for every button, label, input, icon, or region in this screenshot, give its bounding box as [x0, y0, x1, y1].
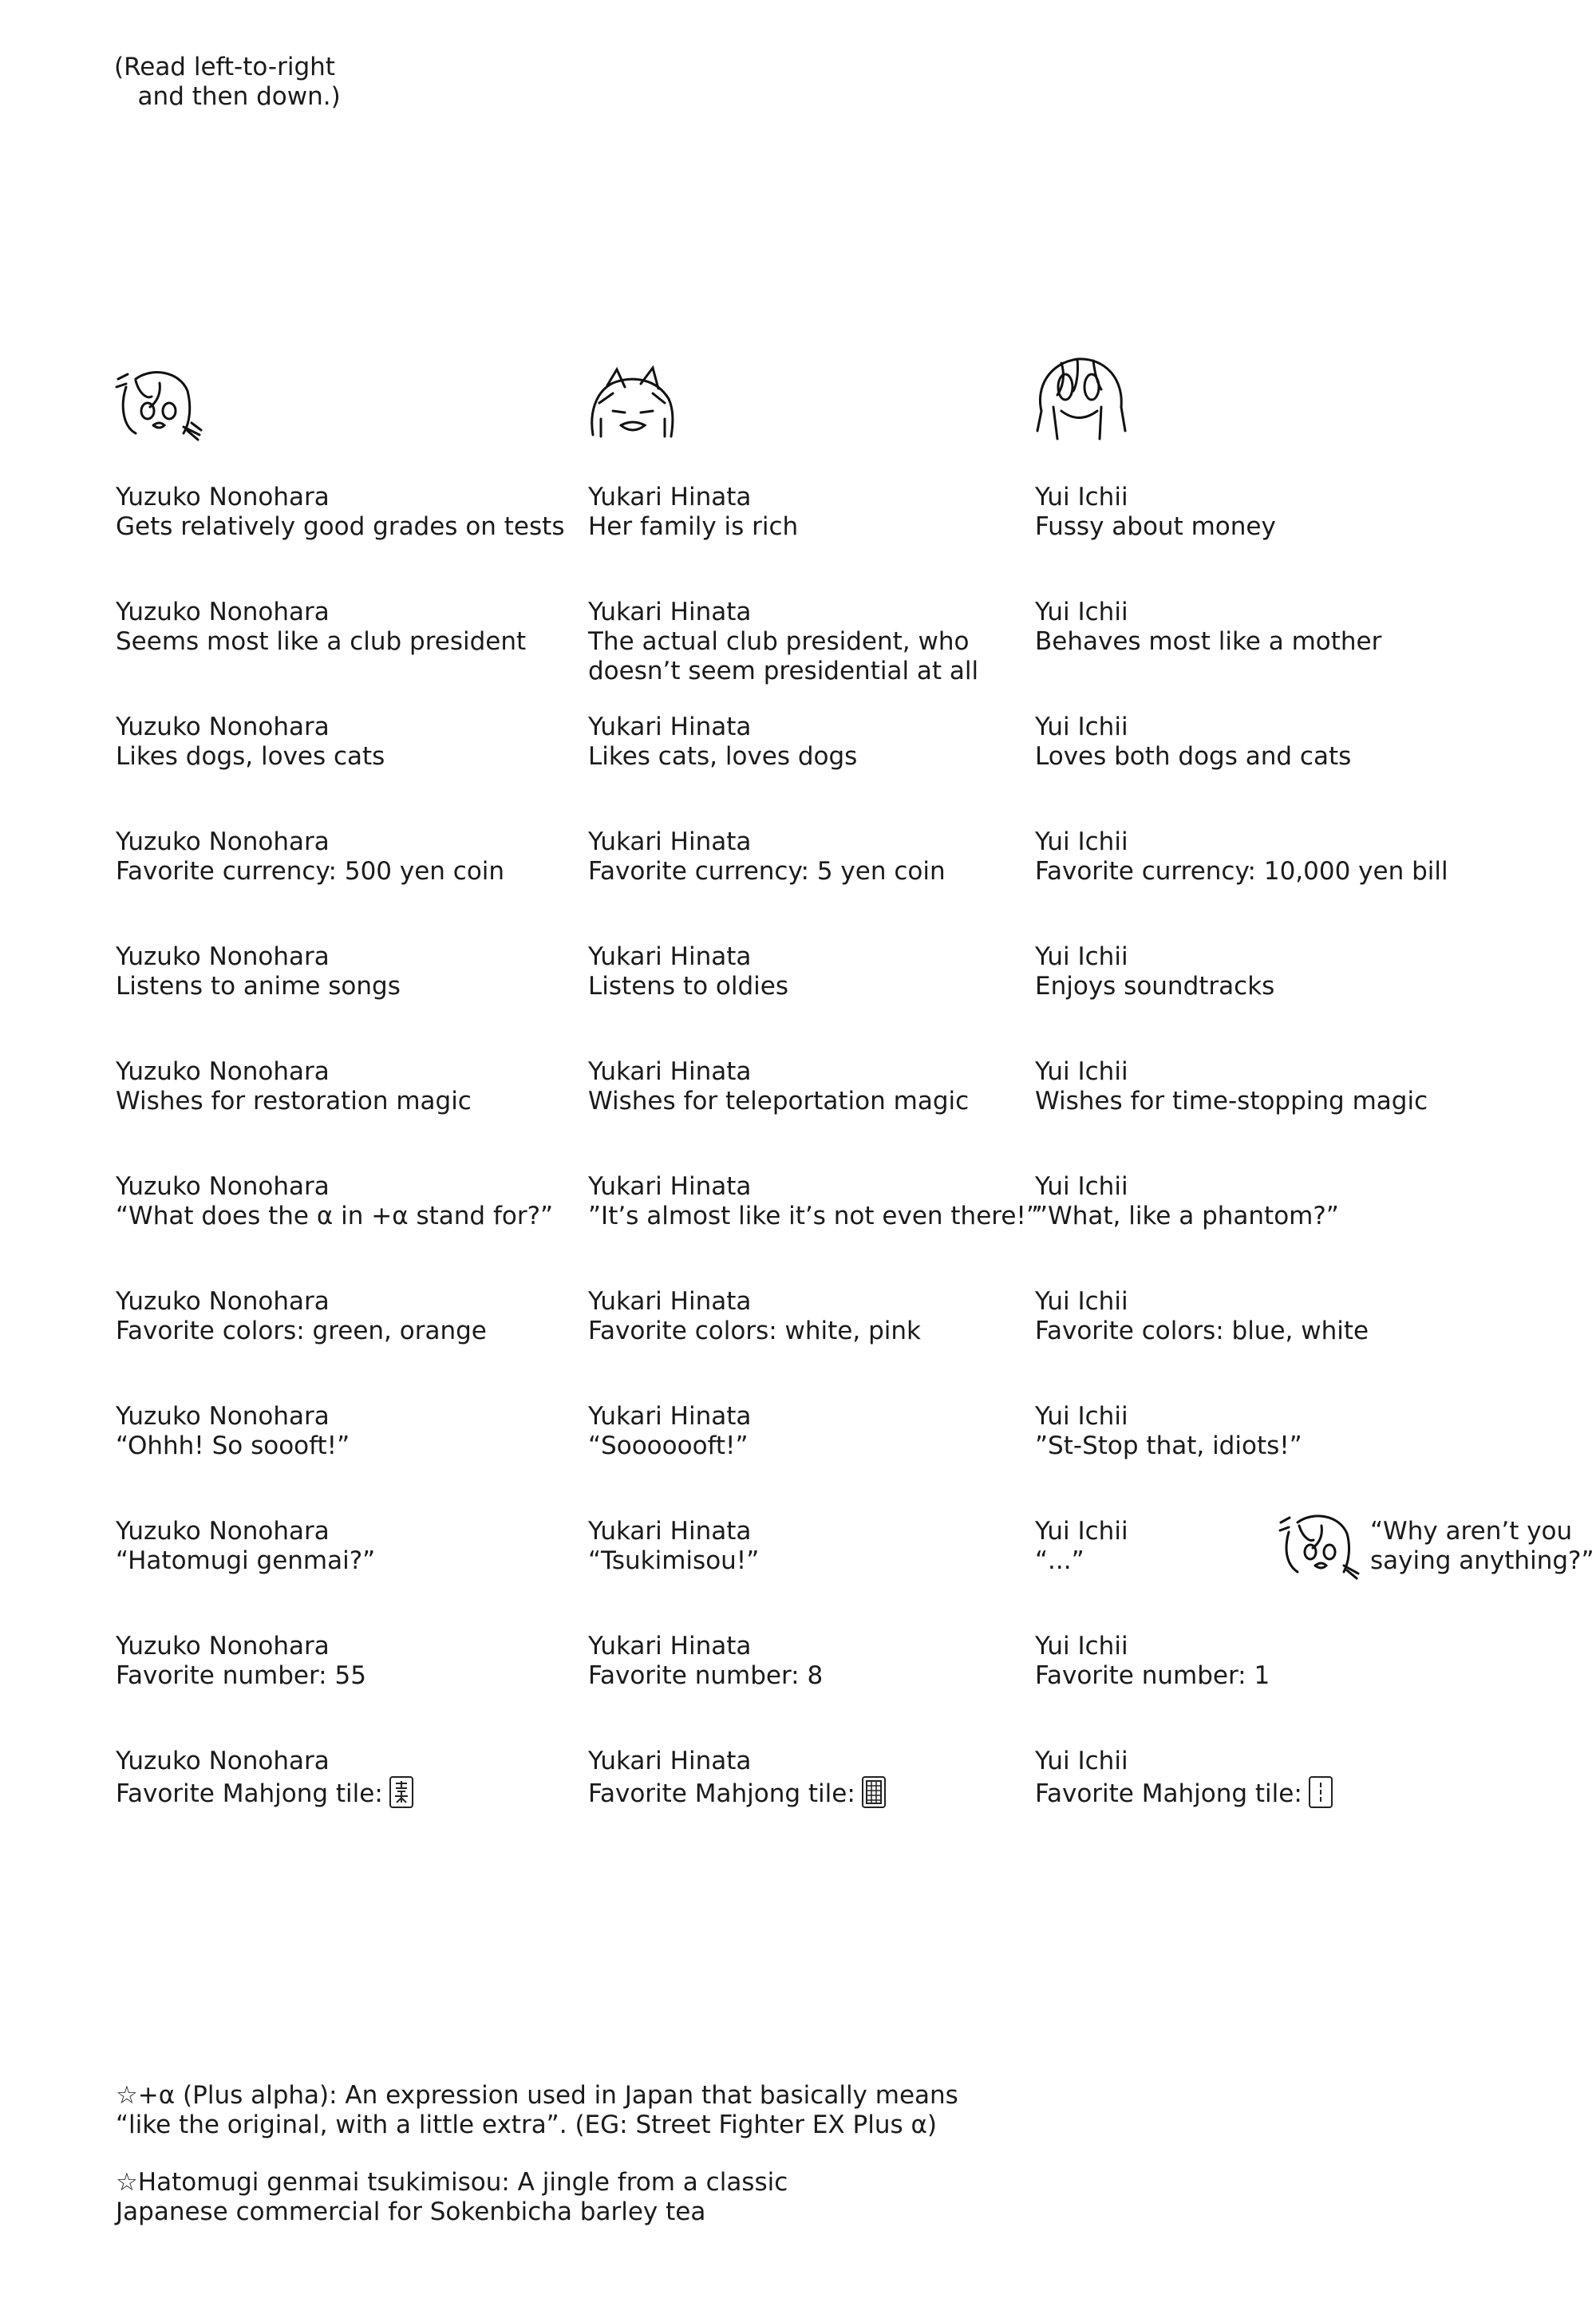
green-dragon-tile-icon: [389, 1776, 413, 1808]
character-name: Yuzuko Nonohara: [116, 1402, 330, 1431]
character-trait: “Tsukimisou!”: [588, 1546, 760, 1575]
list-item: [588, 1517, 1035, 1632]
footnote-plus-alpha: ☆+α (Plus alpha): An expression used in Japan that basically means “like the original, with a little extra”. (EG: Street Fighter EX Plus α): [116, 2081, 958, 2139]
character-trait: Favorite Mahjong tile:: [588, 1779, 855, 1808]
list-item: [1035, 483, 1450, 598]
one-bamboo-tile-icon: [1309, 1776, 1333, 1808]
character-name: Yui Ichii: [1035, 1172, 1128, 1201]
yui-face-icon: [1029, 351, 1133, 447]
list-item: [588, 713, 1035, 827]
character-trait: Listens to oldies: [588, 972, 788, 1001]
list-item: [588, 1632, 1035, 1747]
yuzuko-small-face-icon: [1277, 1508, 1365, 1580]
yukari-face-icon: [585, 363, 681, 443]
character-name: Yukari Hinata: [588, 942, 752, 971]
character-trait: Likes dogs, loves cats: [116, 742, 385, 771]
character-name: Yukari Hinata: [588, 1057, 752, 1086]
list-item: [588, 1172, 1039, 1287]
character-trait: Favorite colors: blue, white: [1035, 1317, 1369, 1345]
footnote-hatomugi: ☆Hatomugi genmai tsukimisou: A jingle from a classic Japanese commercial for Sokenbicha barley tea: [116, 2168, 788, 2226]
character-name: Yukari Hinata: [588, 1747, 752, 1775]
yukari-column: [588, 483, 1039, 1862]
list-item: [1035, 827, 1450, 942]
character-trait: “Sooooooft!”: [588, 1431, 749, 1460]
list-item: [1035, 1747, 1450, 1862]
list-item: [588, 1057, 1035, 1172]
character-trait: The actual club president, who doesn’t seem presidential at all: [588, 627, 979, 685]
list-item: [116, 827, 579, 942]
character-trait: Wishes for time-stopping magic: [1035, 1087, 1428, 1116]
character-name: Yui Ichii: [1035, 1632, 1128, 1660]
list-item: [116, 1172, 579, 1287]
reading-direction-note: (Read left-to-right and then down.): [114, 53, 341, 111]
speech-text: “Why aren’t you saying anything?”: [1370, 1517, 1594, 1575]
yuzuko-face-icon: [112, 363, 207, 443]
character-trait: ”St-Stop that, idiots!”: [1035, 1431, 1302, 1460]
character-trait: Favorite Mahjong tile:: [116, 1779, 383, 1808]
character-name: Yukari Hinata: [588, 1287, 752, 1316]
character-name: Yui Ichii: [1035, 483, 1128, 511]
list-item: [588, 942, 1035, 1057]
character-name: Yukari Hinata: [588, 1172, 752, 1201]
list-item: [116, 1057, 579, 1172]
character-name: Yukari Hinata: [588, 713, 752, 741]
yui-column: [1035, 483, 1450, 1862]
character-name: Yukari Hinata: [588, 827, 752, 856]
list-item: [588, 1402, 1035, 1517]
character-name: Yuzuko Nonohara: [116, 942, 330, 971]
character-name: Yukari Hinata: [588, 1517, 752, 1546]
character-trait: Favorite number: 8: [588, 1661, 824, 1690]
character-name: Yuzuko Nonohara: [116, 1172, 330, 1201]
list-item: [588, 483, 1035, 598]
character-trait: Wishes for teleportation magic: [588, 1087, 970, 1116]
character-name: Yui Ichii: [1035, 827, 1128, 856]
character-trait: Favorite currency: 500 yen coin: [116, 857, 505, 886]
list-item: [1035, 1632, 1450, 1747]
character-trait: Favorite Mahjong tile:: [1035, 1779, 1302, 1808]
character-trait: Enjoys soundtracks: [1035, 972, 1275, 1001]
character-trait: Behaves most like a mother: [1035, 627, 1382, 656]
list-item: [116, 598, 579, 713]
character-name: Yuzuko Nonohara: [116, 1747, 330, 1775]
character-name: Yuzuko Nonohara: [116, 598, 330, 626]
character-name: Yuzuko Nonohara: [116, 1517, 330, 1546]
list-item: [116, 713, 579, 827]
list-item: [116, 942, 579, 1057]
list-item: [1035, 942, 1450, 1057]
character-trait: Gets relatively good grades on tests: [116, 512, 565, 541]
list-item: [588, 1747, 1035, 1862]
list-item: [1035, 1287, 1450, 1402]
character-trait: “Ohhh! So soooft!”: [116, 1431, 350, 1460]
list-item: [588, 1287, 1035, 1402]
character-name: Yui Ichii: [1035, 1517, 1128, 1546]
character-name: Yui Ichii: [1035, 1057, 1128, 1086]
character-name: Yuzuko Nonohara: [116, 1287, 330, 1316]
character-name: Yuzuko Nonohara: [116, 483, 330, 511]
character-trait: Listens to anime songs: [116, 972, 401, 1001]
list-item: [1035, 1172, 1450, 1287]
character-name: Yuzuko Nonohara: [116, 713, 330, 741]
character-name: Yui Ichii: [1035, 942, 1128, 971]
list-item: [116, 1517, 579, 1632]
character-name: Yui Ichii: [1035, 713, 1128, 741]
list-item: [1035, 713, 1450, 827]
character-trait: Loves both dogs and cats: [1035, 742, 1352, 771]
character-trait: Wishes for restoration magic: [116, 1087, 472, 1116]
list-item: [116, 1632, 579, 1747]
character-trait: Seems most like a club president: [116, 627, 527, 656]
list-item: [116, 1402, 579, 1517]
character-trait: Favorite number: 1: [1035, 1661, 1270, 1690]
list-item: [1035, 1057, 1450, 1172]
character-trait: Favorite colors: white, pink: [588, 1317, 921, 1345]
character-trait: Favorite number: 55: [116, 1661, 366, 1690]
character-trait: Likes cats, loves dogs: [588, 742, 858, 771]
character-name: Yukari Hinata: [588, 1402, 752, 1431]
character-trait: Fussy about money: [1035, 512, 1276, 541]
list-item: [1035, 1402, 1450, 1517]
character-trait: “Hatomugi genmai?”: [116, 1546, 376, 1575]
character-name: Yuzuko Nonohara: [116, 827, 330, 856]
list-item: [1035, 598, 1450, 713]
list-item: [588, 598, 1035, 713]
list-item: [116, 1747, 579, 1862]
character-name: Yui Ichii: [1035, 1287, 1128, 1316]
character-trait: Her family is rich: [588, 512, 799, 541]
character-trait: ”What, like a phantom?”: [1035, 1202, 1339, 1230]
character-name: Yuzuko Nonohara: [116, 1057, 330, 1086]
character-name: Yui Ichii: [1035, 1402, 1128, 1431]
character-trait: “What does the α in +α stand for?”: [116, 1202, 554, 1230]
character-name: Yui Ichii: [1035, 1747, 1128, 1775]
character-name: Yukari Hinata: [588, 598, 752, 626]
list-item: [588, 827, 1035, 942]
character-name: Yukari Hinata: [588, 483, 752, 511]
list-item: [116, 1287, 579, 1402]
character-trait: Favorite colors: green, orange: [116, 1317, 487, 1345]
white-dragon-tile-icon: [862, 1776, 886, 1808]
character-name: Yuzuko Nonohara: [116, 1632, 330, 1660]
character-trait: “...”: [1035, 1546, 1084, 1575]
character-name: Yui Ichii: [1035, 598, 1128, 626]
list-item: [116, 483, 579, 598]
character-name: Yukari Hinata: [588, 1632, 752, 1660]
character-trait: ”It’s almost like it’s not even there!”: [588, 1202, 1039, 1230]
yuzuko-column: [116, 483, 579, 1862]
character-trait: Favorite currency: 5 yen coin: [588, 857, 946, 886]
character-trait: Favorite currency: 10,000 yen bill: [1035, 857, 1448, 886]
